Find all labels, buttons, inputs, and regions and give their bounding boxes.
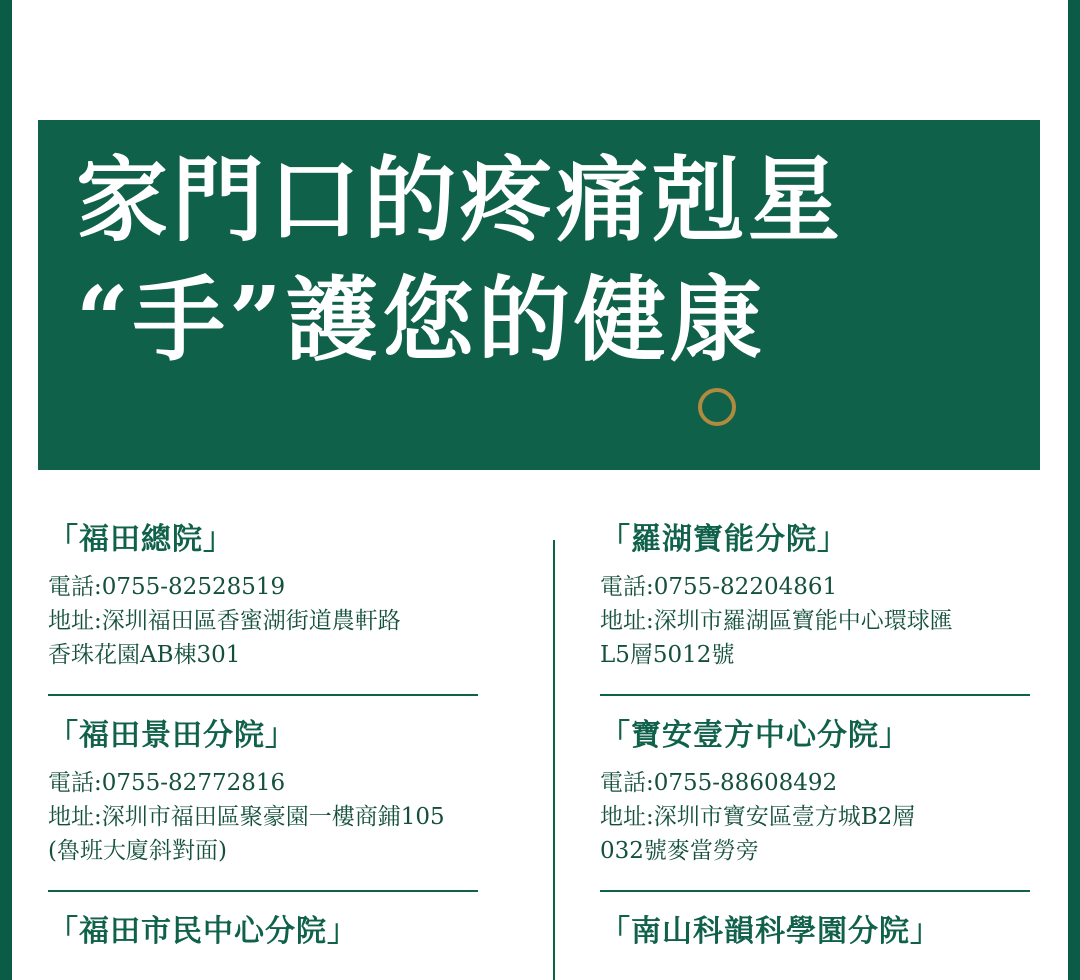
- branch-address-line-2: (魯班大廈斜對面): [48, 838, 227, 864]
- branch-column-right: [600, 520, 1050, 962]
- poster-content: [12, 0, 1068, 980]
- branch-address-line-1: 地址:深圳市福田區聚豪園一樓商鋪105: [48, 804, 445, 830]
- branch-column-left: [48, 520, 498, 962]
- branch-card: [48, 716, 498, 868]
- branch-directory: [38, 520, 1040, 980]
- branch-title: 「福田市民中心分院」: [48, 914, 358, 949]
- branch-title: 「羅湖寶能分院」: [600, 522, 848, 557]
- column-divider: [553, 540, 555, 980]
- right-edge-bar: [1068, 0, 1080, 980]
- branch-address-line-2: 香珠花園AB棟301: [48, 642, 241, 668]
- branch-separator: [48, 890, 478, 892]
- branch-phone: 電話:0755-88608492: [600, 770, 838, 796]
- branch-address-line-1: 地址:深圳福田區香蜜湖街道農軒路: [48, 608, 401, 634]
- hero-banner: [38, 120, 1040, 470]
- branch-card: [600, 716, 1050, 868]
- branch-title: 「南山科韻科學園分院」: [600, 914, 941, 949]
- left-edge-bar: [0, 0, 12, 980]
- branch-address-line-1: 地址:深圳市寶安區壹方城B2層: [600, 804, 916, 830]
- branch-phone: 電話:0755-82204861: [600, 574, 838, 600]
- branch-address-line-2: 032號麥當勞旁: [600, 838, 759, 864]
- branch-address-line-2: L5層5012號: [600, 642, 735, 668]
- branch-title: 「福田景田分院」: [48, 718, 296, 753]
- branch-phone: 電話:0755-82528519: [48, 574, 286, 600]
- decorative-circle-icon: [698, 388, 736, 426]
- branch-separator: [600, 890, 1030, 892]
- hero-headline-line-2: “手”護您的健康: [76, 266, 766, 374]
- branch-card: [600, 912, 1050, 962]
- branch-title: 「寶安壹方中心分院」: [600, 718, 910, 753]
- branch-separator: [600, 694, 1030, 696]
- branch-separator: [48, 694, 478, 696]
- branch-address-line-1: 地址:深圳市羅湖區寶能中心環球匯: [600, 608, 953, 634]
- branch-card: [48, 912, 498, 962]
- branch-card: [48, 520, 498, 672]
- branch-card: [600, 520, 1050, 672]
- branch-phone: 電話:0755-82772816: [48, 770, 286, 796]
- branch-title: 「福田總院」: [48, 522, 234, 557]
- hero-headline-line-1: 家門口的疼痛剋星: [76, 146, 845, 254]
